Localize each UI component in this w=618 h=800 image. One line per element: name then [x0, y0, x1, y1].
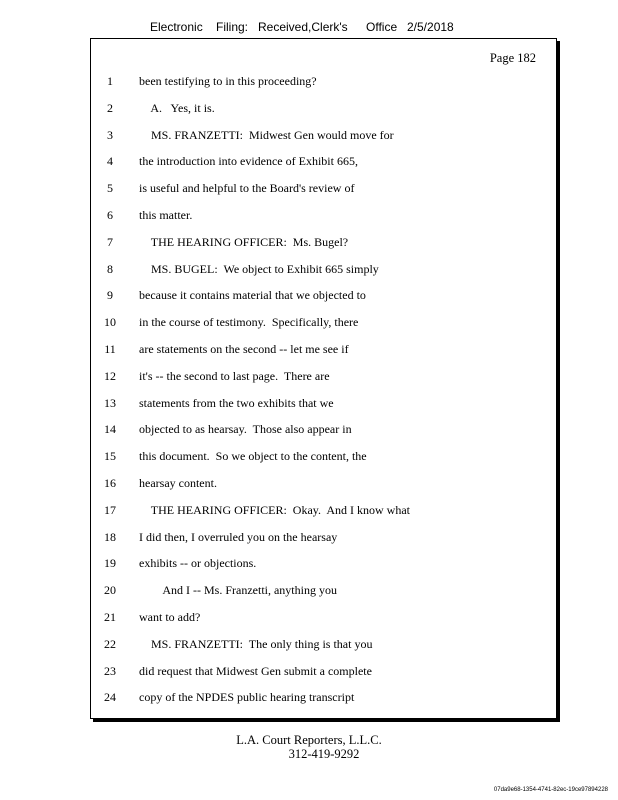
line-text: in the course of testimony. Specifically, there — [139, 315, 359, 330]
line-text: been testifying to in this proceeding? — [139, 74, 317, 88]
transcript-line — [91, 369, 556, 385]
line-text: I did then, I overruled you on the hearsay — [139, 529, 338, 544]
transcript-line — [91, 476, 556, 492]
line-text: THE HEARING OFFICER: Ms. Bugel? — [139, 234, 349, 249]
line-number: 21 — [104, 610, 116, 624]
line-text: objected to as hearsay. Those also appear in — [139, 422, 352, 437]
transcript-line — [91, 288, 556, 304]
line-text: MS. FRANZETTI: The only thing is that you — [139, 636, 373, 651]
line-number: 23 — [104, 663, 116, 678]
footer-phone: 312-419-9292 — [288, 747, 360, 761]
line-text: did request that Midwest Gen submit a complete — [139, 663, 372, 678]
transcript-page — [90, 38, 557, 719]
stamp-filing: Filing: — [216, 20, 249, 34]
stamp-received: Received,Clerk's — [258, 20, 348, 34]
line-number: 19 — [104, 556, 116, 571]
line-number: 3 — [107, 127, 113, 142]
line-number: 15 — [104, 449, 116, 464]
transcript-line — [91, 503, 556, 519]
line-number: 22 — [104, 636, 116, 651]
line-number: 9 — [107, 288, 113, 303]
line-number: 1 — [107, 74, 113, 88]
line-text: MS. FRANZETTI: Midwest Gen would move for — [139, 127, 394, 142]
line-text: THE HEARING OFFICER: Okay. And I know what — [139, 502, 410, 517]
line-text: the introduction into evidence of Exhibit 665, — [139, 154, 358, 169]
line-number: 11 — [104, 342, 116, 356]
line-number: 12 — [104, 368, 116, 383]
stamp-office: Office — [366, 20, 398, 34]
transcript-line — [91, 449, 556, 465]
transcript-line — [91, 690, 556, 706]
transcript-line — [91, 583, 556, 599]
line-text: this matter. — [139, 208, 193, 222]
transcript-line — [91, 664, 556, 680]
transcript-line — [91, 101, 556, 117]
line-text: And I -- Ms. Franzetti, anything you — [139, 583, 337, 598]
transcript-line — [91, 637, 556, 653]
line-number: 2 — [107, 100, 113, 115]
transcript-line — [91, 128, 556, 144]
line-text: A. Yes, it is. — [139, 100, 215, 115]
line-number: 4 — [107, 154, 113, 169]
line-text: copy of the NPDES public hearing transcript — [139, 690, 355, 705]
transcript-line — [91, 74, 556, 90]
line-text: is useful and helpful to the Board's review of — [139, 181, 355, 196]
line-number: 6 — [107, 208, 113, 222]
line-number: 10 — [104, 315, 116, 330]
line-text: statements from the two exhibits that we — [139, 395, 334, 410]
line-text: MS. BUGEL: We object to Exhibit 665 simply — [139, 261, 379, 276]
page-number: Page 182 — [489, 51, 536, 65]
line-number: 7 — [107, 234, 113, 249]
line-number: 18 — [104, 529, 116, 544]
footer — [0, 733, 618, 761]
line-number: 17 — [104, 502, 116, 517]
transcript-line — [91, 530, 556, 546]
line-number: 13 — [104, 395, 116, 410]
line-number: 5 — [107, 181, 113, 196]
line-number: 14 — [104, 422, 116, 437]
line-number: 16 — [104, 476, 116, 490]
transcript-line — [91, 235, 556, 251]
line-text: it's -- the second to last page. There are — [139, 368, 330, 383]
line-text: are statements on the second -- let me see if — [139, 342, 349, 356]
transcript-line — [91, 181, 556, 197]
transcript-line — [91, 610, 556, 626]
transcript-line — [91, 262, 556, 278]
transcript-line — [91, 154, 556, 170]
transcript-line — [91, 342, 556, 358]
transcript-line — [91, 208, 556, 224]
transcript-line — [91, 422, 556, 438]
stamp-electronic: Electronic — [150, 20, 203, 34]
line-text: exhibits -- or objections. — [139, 556, 257, 571]
line-text: want to add? — [139, 610, 201, 624]
document-hash: 07da9e68-1354-4741-82ec-19ce97894228 — [493, 787, 608, 793]
transcript-line — [91, 315, 556, 331]
line-number: 20 — [104, 583, 116, 598]
line-number: 24 — [104, 690, 116, 705]
transcript-line — [91, 556, 556, 572]
line-number: 8 — [107, 261, 113, 276]
transcript-line — [91, 396, 556, 412]
line-text: because it contains material that we objected to — [139, 288, 366, 303]
line-text: hearsay content. — [139, 476, 217, 490]
footer-company: L.A. Court Reporters, L.L.C. — [236, 733, 382, 747]
stamp-date: 2/5/2018 — [407, 20, 454, 34]
line-text: this document. So we object to the content, the — [139, 449, 367, 464]
